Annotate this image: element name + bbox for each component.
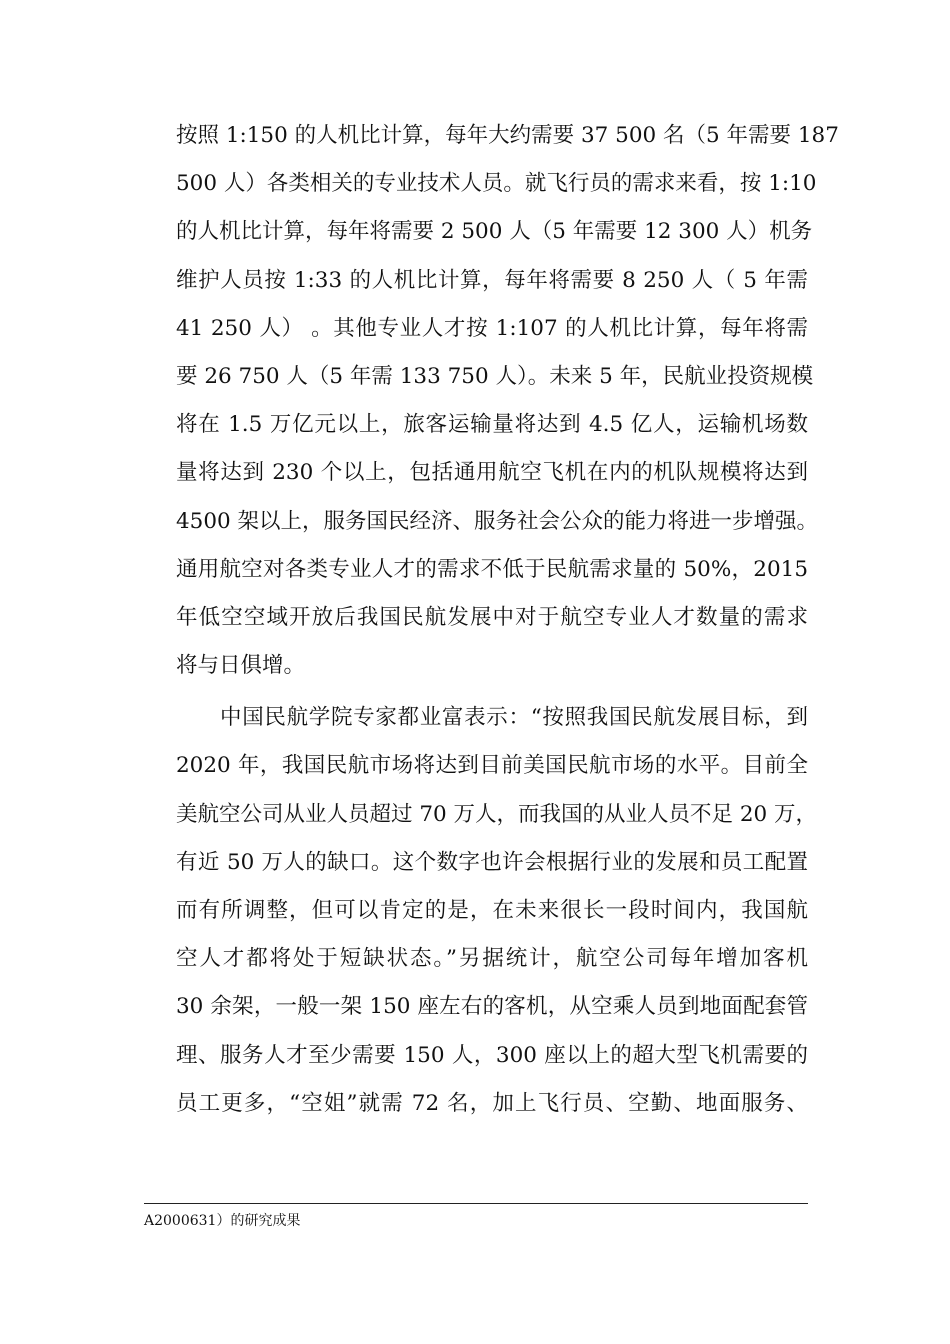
text-line: 将在 1.5 万亿元以上，旅客运输量将达到 4.5 亿人，运输机场数 [176, 412, 808, 438]
text-line: 中国民航学院专家都业富表示：“按照我国民航发展目标，到 [220, 705, 808, 731]
text-line: 41 250 人） 。其他专业人才按 1:107 的人机比计算，每年将需 [176, 315, 808, 341]
text-line: 的人机比计算，每年将需要 2 500 人（5 年需要 12 300 人）机务 [176, 219, 813, 245]
text-line: 2020 年，我国民航市场将达到目前美国民航市场的水平。目前全 [176, 753, 808, 779]
text-line: 维护人员按 1:33 的人机比计算，每年将需要 8 250 人（ 5 年需 [176, 267, 808, 293]
text-line: 空人才都将处于短缺状态。”另据统计，航空公司每年增加客机 [176, 946, 808, 972]
paragraph-2 [176, 694, 818, 1128]
text-line: 按照 1:150 的人机比计算，每年大约需要 37 500 名（5 年需要 187 [176, 123, 839, 148]
text-line: 员工更多，“空姐”就需 72 名，加上飞行员、空勤、地面服务、 [176, 1090, 808, 1116]
text-line: 500 人）各类相关的专业技术人员。就飞行员的需求来看，按 1:10 [176, 171, 817, 197]
text-line: 4500 架以上，服务国民经济、服务社会公众的能力将进一步增强。 [176, 508, 819, 534]
paragraph-1 [176, 112, 839, 690]
text-line: 30 余架，一般一架 150 座左右的客机，从空乘人员到地面配套管 [176, 994, 808, 1020]
text-line: 将与日俱增。 [176, 653, 306, 679]
text-line: 要 26 750 人（5 年需 133 750 人）。未来 5 年，民航业投资规模 [176, 363, 814, 389]
text-line: 理、服务人才至少需要 150 人，300 座以上的超大型飞机需要的 [176, 1042, 808, 1068]
text-line: 而有所调整，但可以肯定的是，在未来很长一段时间内，我国航 [176, 898, 808, 923]
footnote-divider [144, 1203, 808, 1204]
text-line: 美航空公司从业人员超过 70 万人，而我国的从业人员不足 20 万， [176, 801, 818, 827]
footnote-text: A2000631）的研究成果 [144, 1213, 301, 1229]
text-line: 年低空空域开放后我国民航发展中对于航空专业人才数量的需求 [176, 604, 808, 630]
text-line: 量将达到 230 个以上，包括通用航空飞机在内的机队规模将达到 [176, 460, 808, 486]
text-line: 有近 50 万人的缺口。这个数字也许会根据行业的发展和员工配置 [176, 849, 808, 875]
text-line: 通用航空对各类专业人才的需求不低于民航需求量的 50%，2015 [176, 556, 808, 582]
body-text [176, 112, 839, 1128]
